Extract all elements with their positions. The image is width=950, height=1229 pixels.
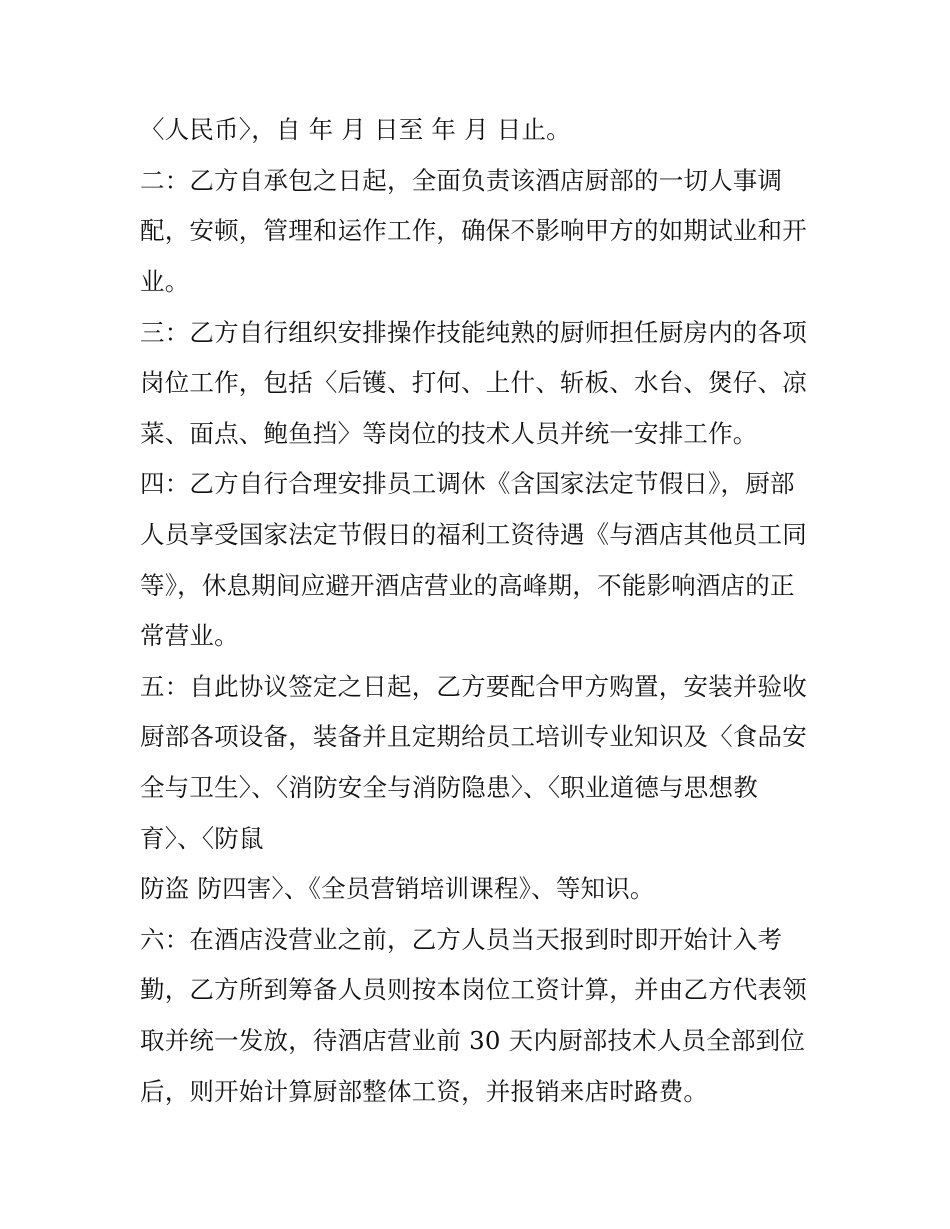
text-line: 防盗 防四害〉、《全员营销培训课程》、等知识。 [140,874,655,903]
text-line: 等》，休息期间应避开酒店营业的高峰期，不能影响酒店的正 [140,571,795,600]
text-line: 厨部各项设备，装备并且定期给员工培训专业知识及〈食品安 [140,722,807,751]
text-line: 菜、面点、鲍鱼挡〉等岗位的技术人员并统一安排工作。 [140,419,758,448]
text-line: 六：在酒店没营业之前，乙方人员当天报到时即开始计入考 [140,925,783,954]
text-line: 业。 [140,267,190,296]
text-line: 勤，乙方所到筹备人员则按本岗位工资计算，并由乙方代表领 [140,975,807,1004]
text-line: 〈人民币〉，自 年 月 日至 年 月 日止。 [140,115,571,144]
text-line: 二：乙方自承包之日起，全面负责该酒店厨部的一切人事调 [140,166,783,195]
text-line: 常营业。 [140,621,239,650]
text-line: 后，则开始计算厨部整体工资，并报销来店时路费。 [140,1077,709,1106]
text-line: 全与卫生〉、〈消防安全与消防隐患〉、〈职业道德与思想教 [140,773,758,802]
text-line: 人员享受国家法定节假日的福利工资待遇《与酒店其他员工同 [140,520,807,549]
text-line: 岗位工作，包括〈后镬、打何、上什、斩板、水台、煲仔、凉 [140,368,807,397]
text-line: 取并统一发放，待酒店营业前 30 天内厨部技术人员全部到位 [140,1026,806,1055]
text-line: 四：乙方自行合理安排员工调休《含国家法定节假日》，厨部 [140,469,795,498]
text-line: 五：自此协议签定之日起，乙方要配合甲方购置，安装并验收 [140,672,807,701]
text-line: 育〉、〈防鼠 [140,824,264,853]
text-line: 三：乙方自行组织安排操作技能纯熟的厨师担任厨房内的各项 [140,318,807,347]
text-line: 配，安顿，管理和运作工作，确保不影响甲方的如期试业和开 [140,216,807,245]
